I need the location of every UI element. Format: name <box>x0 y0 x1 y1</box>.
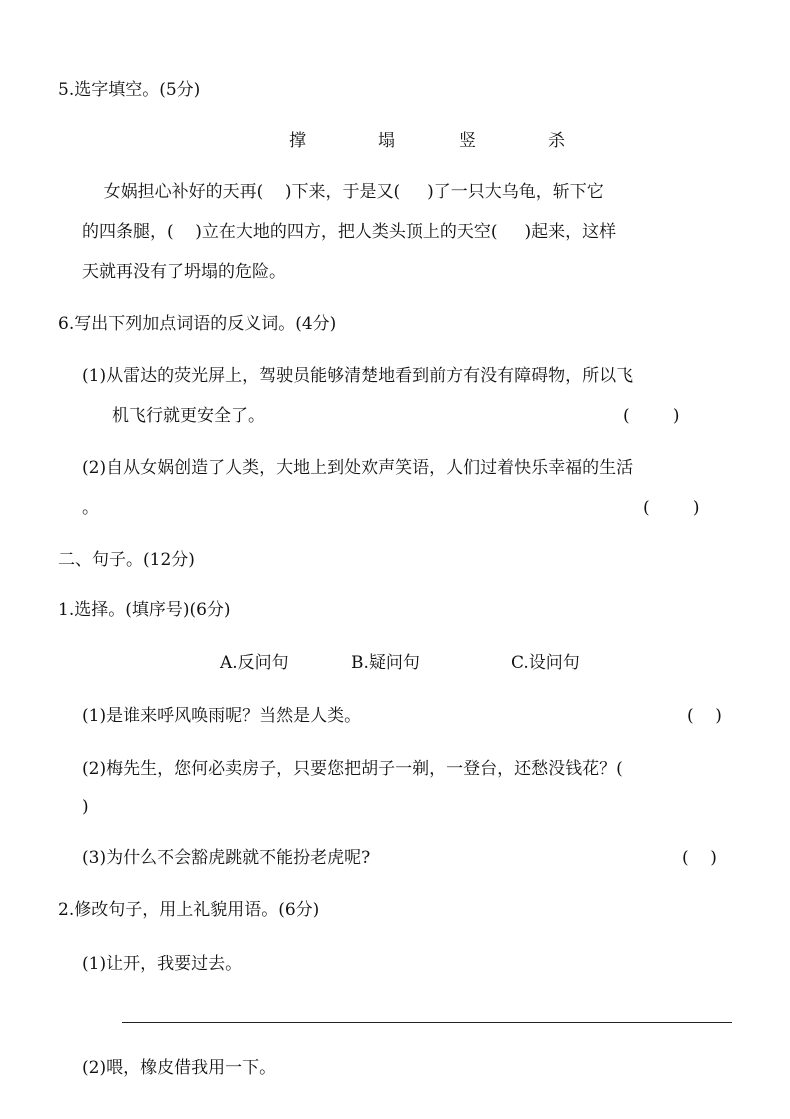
q6-item-1-line-2: 机飞行就更安全了。 <box>112 406 265 426</box>
s2-item-1-text: (1)让开，我要过去。 <box>82 954 243 974</box>
q6-item-1-line-1: (1)从雷达的荧光屏上，驾驶员能够清楚地看到前方有没有障碍物，所以飞 <box>82 366 634 386</box>
s1-item-2-answer-blank-close[interactable]: ) <box>82 797 89 817</box>
q6-heading: 6.写出下列加点词语的反义词。(4分) <box>58 314 337 334</box>
q5-option-2: 塌 <box>378 131 395 151</box>
s1-option-b: B.疑问句 <box>351 653 420 673</box>
q5-passage-line-2: 的四条腿，( )立在大地的四方，把人类头顶上的天空( )起来，这样 <box>82 222 617 242</box>
s2-item-2-text: (2)喂，橡皮借我用一下。 <box>82 1058 277 1078</box>
s2-heading: 2.修改句子，用上礼貌用语。(6分) <box>58 900 320 920</box>
section-2-heading: 二、句子。(12分) <box>58 550 195 570</box>
s1-item-1-answer-blank[interactable]: ( ) <box>687 706 722 726</box>
s2-item-1-answer-line[interactable] <box>122 1022 732 1023</box>
q6-item-2-line-2: 。 <box>82 498 99 518</box>
s1-option-a: A.反问句 <box>220 653 289 673</box>
q6-item-2-line-1: (2)自从女娲创造了人类，大地上到处欢声笑语，人们过着快乐幸福的生活 <box>82 458 634 478</box>
q6-item-2-answer-blank[interactable]: ( ) <box>643 498 700 518</box>
s1-heading: 1.选择。(填序号)(6分) <box>58 600 231 620</box>
s1-item-2-text: (2)梅先生，您何必卖房子，只要您把胡子一剃，一登台，还愁没钱花？( <box>82 759 623 779</box>
s1-item-3-answer-blank[interactable]: ( ) <box>682 848 717 868</box>
s1-item-1-text: (1)是谁来呼风唤雨呢？当然是人类。 <box>82 706 362 726</box>
q5-passage-line-3: 天就再没有了坍塌的危险。 <box>82 262 286 282</box>
q5-option-1: 撑 <box>289 131 306 151</box>
s1-option-c: C.设问句 <box>511 653 580 673</box>
q5-option-3: 竖 <box>459 131 476 151</box>
s1-item-3-text: (3)为什么不会豁虎跳就不能扮老虎呢? <box>82 848 371 868</box>
q6-item-1-answer-blank[interactable]: ( ) <box>623 406 680 426</box>
q5-passage-line-1: 女娲担心补好的天再( )下来，于是又( )了一只大乌龟，斩下它 <box>82 182 604 202</box>
q5-option-4: 杀 <box>548 131 565 151</box>
q5-heading: 5.选字填空。(5分) <box>58 80 201 100</box>
